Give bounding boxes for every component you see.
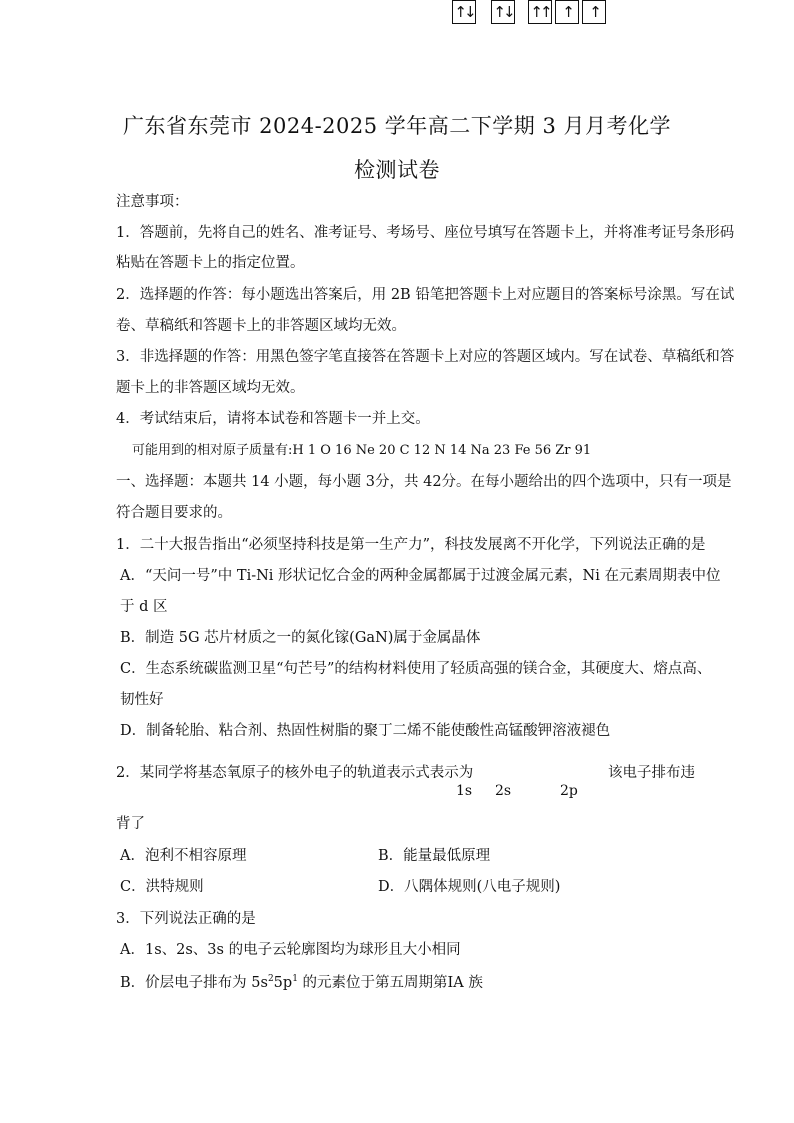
orbital-label-2p: 2p (560, 783, 578, 799)
exam-title: 广东省东莞市 2024-2025 学年高二下学期 3 月月考化学 (122, 114, 672, 138)
section-1-heading-cont: 符合题目要求的。 (116, 505, 232, 521)
q2-stem-cont: 该电子排布违 (608, 765, 695, 781)
q1-option-b: B．制造 5G 芯片材质之一的氮化镓(GaN)属于金属晶体 (120, 630, 481, 646)
orbital-box-2p-1: ↑↑ (528, 0, 552, 24)
q1-option-c-cont: 韧性好 (120, 692, 164, 708)
q3-option-b-pre: B．价层电子排布为 5s (120, 975, 268, 991)
q3-option-a: A．1s、2s、3s 的电子云轮廓图均为球形且大小相同 (120, 942, 461, 958)
q2-stem-end: 背了 (116, 816, 145, 832)
notice-item-3: 3．非选择题的作答：用黑色签字笔直接答在答题卡上对应的答题区域内。写在试卷、草稿纸和答 (116, 349, 735, 365)
notice-item-2: 2．选择题的作答：每小题选出答案后，用 2B 铅笔把答题卡上对应题目的答案标号涂黑。写在试 (116, 287, 735, 303)
q3-option-b-post: 的元素位于第五周期第ⅠA 族 (297, 975, 483, 991)
atomic-masses: 可能用到的相对原子质量有:H 1 O 16 Ne 20 C 12 N 14 Na 23 Fe 56 Zr 91 (132, 443, 592, 458)
notice-heading: 注意事项： (116, 194, 189, 210)
q3-option-b-sup-1: 2 (267, 974, 274, 984)
exam-subtitle: 检测试卷 (354, 158, 440, 182)
orbital-box-2p-3: ↑ (582, 0, 606, 24)
q3-option-b-mid: 5p (273, 975, 293, 991)
q2-stem: 2．某同学将基态氧原子的核外电子的轨道表示式表示为 (116, 765, 474, 781)
q1-option-a-cont: 于 d 区 (120, 599, 168, 615)
q2-option-b: B．能量最低原理 (378, 848, 491, 864)
notice-item-3-cont: 题卡上的非答题区域均无效。 (116, 380, 305, 396)
notice-item-2-cont: 卷、草稿纸和答题卡上的非答题区域均无效。 (116, 318, 406, 334)
q1-option-a: A．“天问一号”中 Ti-Ni 形状记忆合金的两种金属都属于过渡金属元素，Ni 在元素周期表中位 (120, 568, 721, 584)
q1-option-c: C．生态系统碳监测卫星“句芒号”的结构材料使用了轻质高强的镁合金，其硬度大、熔点高、 (120, 661, 712, 677)
orbital-label-1s: 1s (456, 783, 473, 799)
orbital-box-2p-2: ↑ (555, 0, 579, 24)
notice-item-4: 4．考试结束后，请将本试卷和答题卡一并上交。 (116, 411, 430, 427)
q3-option-b (120, 973, 483, 993)
section-1-heading: 一、选择题：本题共 14 小题，每小题 3分，共 42分。在每小题给出的四个选项中，只有一项是 (116, 474, 732, 490)
q3-stem: 3．下列说法正确的是 (116, 911, 256, 927)
q3-option-b-sup-2: 1 (292, 974, 298, 984)
notice-item-1-cont: 粘贴在答题卡上的指定位置。 (116, 255, 305, 271)
notice-item-1: 1．答题前，先将自己的姓名、准考证号、考场号、座位号填写在答题卡上，并将准考证号条形码 (116, 225, 735, 241)
orbital-box-2s: ↑↓ (491, 0, 515, 24)
q2-option-d: D．八隅体规则(八电子规则) (378, 879, 561, 895)
q1-stem: 1．二十大报告指出“必须坚持科技是第一生产力”，科技发展离不开化学，下列说法正确的是 (116, 537, 706, 553)
orbital-label-2s: 2s (495, 783, 512, 799)
q2-option-c: C．洪特规则 (120, 879, 204, 895)
orbital-box-1s: ↑↓ (452, 0, 476, 24)
q1-option-d: D．制备轮胎、粘合剂、热固性树脂的聚丁二烯不能使酸性高锰酸钾溶液褪色 (120, 723, 611, 739)
q2-option-a: A．泡利不相容原理 (120, 848, 247, 864)
